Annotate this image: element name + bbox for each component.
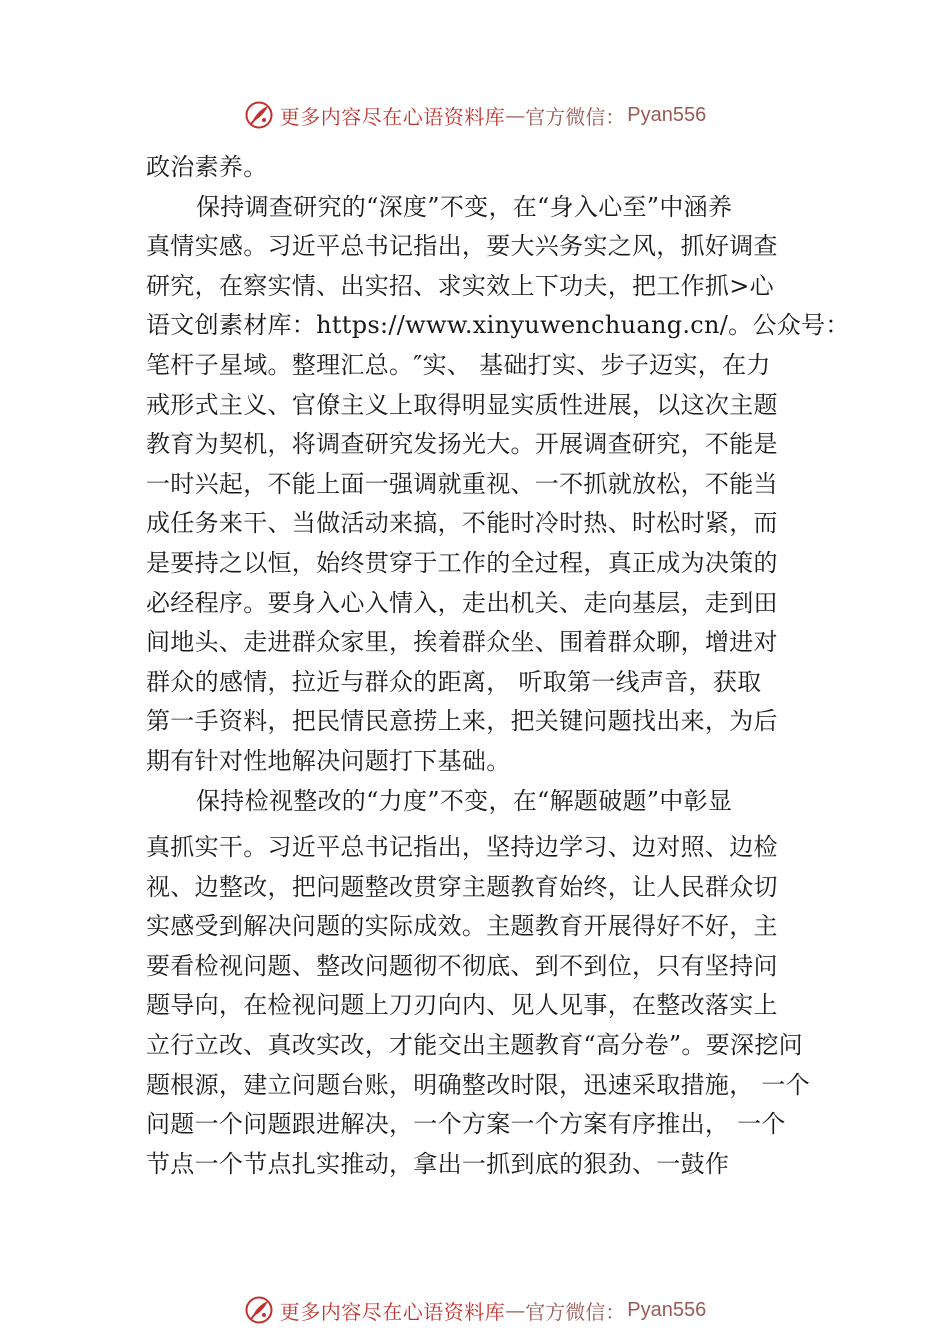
footer-banner xyxy=(0,1290,950,1330)
body-line: 题根源，建立问题台账，明确整改时限，迅速采取措施， 一个 xyxy=(146,1070,811,1099)
body-line: 政治素养。 xyxy=(146,153,268,181)
footer-separator: — xyxy=(505,1298,526,1322)
body-line: 实感受到解决问题的实际成效。主题教育开展得好不好，主 xyxy=(146,912,778,941)
header-banner xyxy=(0,95,950,135)
body-line: 期有针对性地解决问题打下基础。 xyxy=(146,746,511,775)
body-line: 第一手资料，把民情民意捞上来，把关键问题找出来，为后 xyxy=(146,707,778,736)
body-line: 问题一个问题跟进解决，一个方案一个方案有序推出， 一个 xyxy=(146,1110,786,1139)
body-line: 视、边整改，把问题整改贯穿主题教育始终，让人民群众切 xyxy=(146,872,778,901)
body-line: 保持调查研究的“深度”不变，在“身入心至”中涵养 xyxy=(196,192,733,221)
header-separator: — xyxy=(505,103,526,127)
body-line: 必经程序。要身入心入情入，走出机关、走向基层，走到田 xyxy=(146,588,778,617)
body-line: 真情实感。习近平总书记指出，要大兴务实之风，抓好调查 xyxy=(146,232,778,261)
body-line: 是要持之以恒，始终贯穿于工作的全过程，真正成为决策的 xyxy=(146,548,778,577)
footer-wechat-label: 官方微信： xyxy=(525,1299,626,1324)
body-line: 研究，在察实情、出实招、求实效上下功夫，把工作抓>心 xyxy=(146,271,774,300)
body-line: 节点一个节点扎实推动，拿出一抓到底的狠劲、一鼓作 xyxy=(146,1149,730,1178)
body-line: 要看检视问题、整改问题彻不彻底、到不到位，只有坚持问 xyxy=(146,951,778,980)
body-line: 间地头、走进群众家里，挨着群众坐、围着群众聊，增进对 xyxy=(146,628,778,657)
body-line: 笔杆子星域。整理汇总。″实、 基础打实、步子迈实，在力 xyxy=(146,350,771,379)
feather-pen-logo-icon xyxy=(244,100,274,130)
body-line: 一时兴起，不能上面一强调就重视、一不抓就放松，不能当 xyxy=(146,469,778,498)
body-line: 成任务来干、当做活动来搞，不能时冷时热、时松时紧，而 xyxy=(146,509,778,538)
feather-pen-logo-icon xyxy=(244,1295,274,1325)
body-line: 立行立改、真改实改，才能交出主题教育“高分卷”。要深挖问 xyxy=(146,1031,803,1060)
header-brand: 更多内容尽在心语资料库 xyxy=(279,104,506,129)
footer-wechat-id: Pyan556 xyxy=(627,1298,707,1321)
body-line: 教育为契机，将调查研究发扬光大。开展调查研究，不能是 xyxy=(146,430,778,459)
body-line: 戒形式主义、官僚主义上取得明显实质性进展，以这次主题 xyxy=(146,390,778,419)
document-body xyxy=(146,148,850,1184)
body-line: 保持检视整改的“力度”不变，在“解题破题”中彰显 xyxy=(196,786,733,815)
footer-brand: 更多内容尽在心语资料库 xyxy=(279,1299,506,1324)
body-line: 真抓实干。习近平总书记指出，坚持边学习、边对照、边检 xyxy=(146,833,778,862)
header-wechat-id: Pyan556 xyxy=(627,103,707,126)
body-line: 语文创素材库：https://www.xinyuwenchuang.cn/。公众号： xyxy=(146,311,850,340)
header-wechat-label: 官方微信： xyxy=(525,104,626,129)
body-line: 群众的感情，拉近与群众的距离， 听取第一线声音，获取 xyxy=(146,667,762,696)
body-line: 题导向，在检视问题上刀刃向内、见人见事，在整改落实上 xyxy=(146,991,778,1020)
